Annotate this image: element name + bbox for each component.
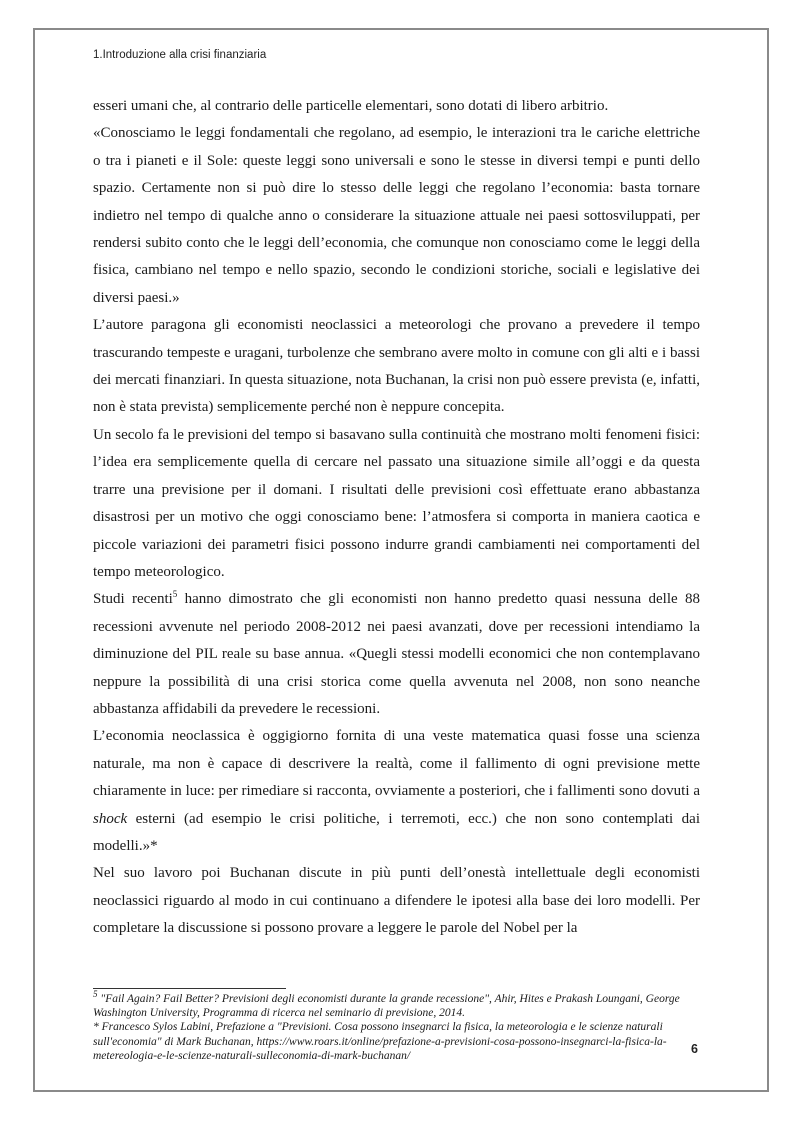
quote-paragraph: «Conosciamo le leggi fondamentali che regolano, ad esempio, le interazioni tra le cariche elettriche o tra i pianeti e il Sole: queste leggi sono universali e sono le stesse in diversi tempi e punti dello spazio. Certamente non si può dire lo stesso delle leggi che regolano l’economia: basta tornare indietro nel tempo di qualche anno o considerare la situazione attuale nei paesi sottosviluppati, per rendersi subito conto che le leggi dell’economia, che comunque non conosciamo come le leggi della fisica, cambiano nel tempo e nello spazio, secondo le condizioni storiche, sociali e legislative dei diversi paesi.» xyxy=(93,125,700,306)
footnote-star: * Francesco Sylos Labini, Prefazione a "Previsioni. Cosa possono insegnarci la fisica, la meteorologia e le scienze naturali sull'economia" di Mark Buchanan, https://www.roars.it/online/prefazione-a-previsioni-cosa-possono-insegnarci-la-fisica-la-metereologia-e-le-scienze-naturali-sulleconomia-di-mark-buchanan/ xyxy=(93,1021,667,1062)
paragraph: esseri umani che, al contrario delle particelle elementari, sono dotati di libero arbitrio. xyxy=(93,98,609,114)
footnote-marker: 5 xyxy=(93,989,98,1000)
paragraph: Nel suo lavoro poi Buchanan discute in più punti dell’onestà intellettuale degli economisti neoclassici riguardo al modo in cui continuano a difendere le ipotesi alla base dei loro modelli. Per completare la discussione si possono provare a leggere le parole del Nobel per la xyxy=(93,865,700,937)
emphasis-text: shock xyxy=(93,810,128,827)
footnote-separator xyxy=(93,988,286,989)
body-text xyxy=(93,93,700,943)
paragraph xyxy=(93,723,700,860)
paragraph: L’autore paragona gli economisti neoclassici a meteorologi che provano a prevedere il tempo trascurando tempeste e uragani, turbolenze che sembrano avere molto in comune con gli alti e i bassi dei mercati finanziari. In questa situazione, nota Buchanan, la crisi non può essere prevista (e, infatti, non è stata prevista) semplicemente perché non è neppure concepita. xyxy=(93,317,700,416)
footnote-text: "Fail Again? Fail Better? Previsioni degli economisti durante la grande recessione", Ahir, Hites e Prakash Loungani, George Washington University, Programma di ricerca nel seminario di previsione, 2014. xyxy=(93,993,680,1020)
footnote-5 xyxy=(93,989,683,1020)
paragraph xyxy=(93,586,700,723)
paragraph-text: L’economia neoclassica è oggigiorno fornita di una veste matematica quasi fosse una scienza naturale, ma non è capace di descrivere la realtà, come il fallimento di ogni previsione mette chiaramente in luce: per rimediare si racconta, ovviamente a posteriori, che i fallimenti sono dovuti a xyxy=(93,728,700,800)
paragraph-text: esterni (ad esempio le crisi politiche, i terremoti, ecc.) che non sono contemplati dai modelli.»* xyxy=(93,810,700,854)
page-number: 6 xyxy=(691,1042,698,1056)
paragraph-text: Studi recenti xyxy=(93,591,173,608)
footnote-reference[interactable]: 5 xyxy=(172,589,178,600)
paragraph: Un secolo fa le previsioni del tempo si basavano sulla continuità che mostrano molti fenomeni fisici: l’idea era semplicemente quella di cercare nel passato una situazione simile all’oggi e da questa trarre una previsione per il domani. I risultati delle previsioni così effettuate erano abbastanza disastrosi per un motivo che oggi conosciamo bene: l’atmosfera si comporta in maniera caotica e piccole variazioni dei parametri fisici possono indurre grandi cambiamenti nei comportamenti del tempo meteorologico. xyxy=(93,426,700,580)
footnotes xyxy=(93,989,683,1063)
paragraph-text: hanno dimostrato che gli economisti non hanno predetto quasi nessuna delle 88 recessioni avvenute nel periodo 2008-2012 nei paesi avanzati, dove per recessioni intendiamo la diminuzione del PIL reale su base annua. «Quegli stessi modelli economici che non contemplavano neppure la possibilità di una crisi storica come quella avvenuta nel 2008, non sono neanche abbastanza affidabili da prevedere le recessioni. xyxy=(93,591,700,717)
running-header: 1.Introduzione alla crisi finanziaria xyxy=(93,49,267,61)
